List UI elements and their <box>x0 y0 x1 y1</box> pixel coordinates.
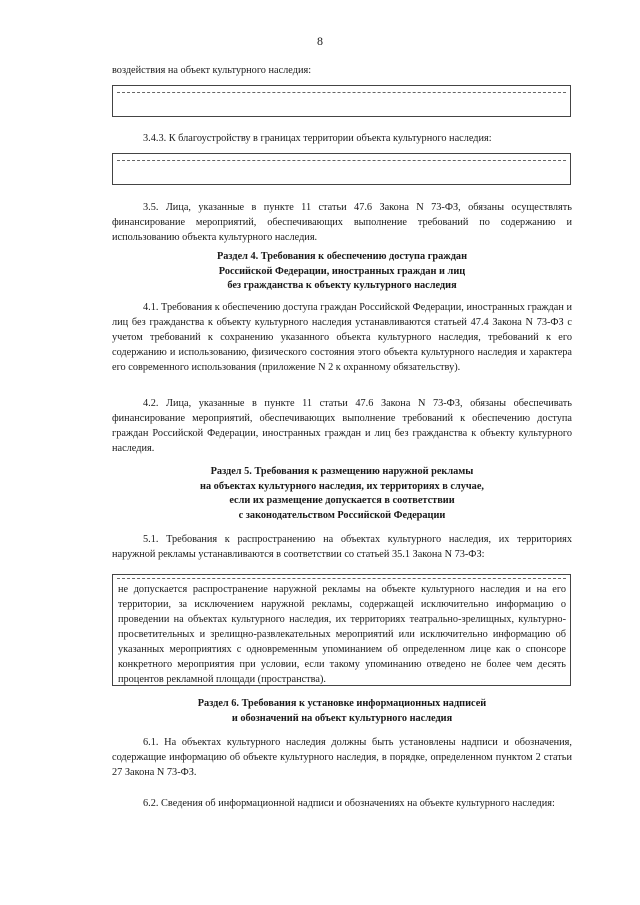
item-6-2: 6.2. Сведения об информационной надписи и обозначениях на объекте культурного наследия: <box>143 798 555 809</box>
section-heading-line: Раздел 5. Требования к размещению наружной рекламы <box>210 466 474 477</box>
section-heading-line: Российской Федерации, иностранных граждан и лиц <box>218 265 466 277</box>
section-heading-line: с законодательством Российской Федерации <box>238 509 446 521</box>
section-4-heading <box>112 250 572 294</box>
item-3-4-3: 3.4.3. К благоустройству в границах территории объекта культурного наследия: <box>143 133 492 144</box>
section-heading-line: если их размещение допускается в соответствии <box>229 495 455 506</box>
page-number: 8 <box>317 34 323 48</box>
dashed-rule <box>117 578 566 579</box>
section-6-heading <box>112 697 572 726</box>
item-4-2: 4.2. Лица, указанные в пункте 11 статьи 47.6 Закона N 73-ФЗ, обязаны обеспечивать финансирование мероприятий, обеспечивающих выполнение требований к обеспечению доступа граждан Российской Федерации, иностранных граждан и лиц без гражданства к объекту культурного наследия. <box>112 398 572 454</box>
advertising-restriction-text: не допускается распространение наружной рекламы на объекте культурного наследия и на его территории, за исключением наружной рекламы, содержащей исключительно информацию о проведении на объектах культурного наследия, их территориях театрально-зрелищных, культурно-просветительных и зрелищно-развлекательных мероприятий или исключительно информацию об указанных мероприятиях с одновременным упоминанием об определенном лице как о спонсоре конкретного мероприятия при условии, если такому упоминанию отведено не более чем десять процентов рекламной площади (пространства). <box>118 584 566 685</box>
item-4-1: 4.1. Требования к обеспечению доступа граждан Российской Федерации, иностранных граждан и лиц без гражданства к объекту культурного наследия устанавливаются статьей 47.4 Закона N 73-ФЗ с учетом требований к сохранению указанного объекта культурного наследия, требований к его содержанию и использованию, физического состояния этого объекта культурного наследия и характера его современного использования (приложение N 2 к охранному обязательству). <box>112 302 572 373</box>
item-3-5: 3.5. Лица, указанные в пункте 11 статьи 47.6 Закона N 73-ФЗ, обязаны осуществлять финансирование мероприятий, обеспечивающих выполнение требований по содержанию и использованию объекта культурного наследия. <box>112 202 572 243</box>
item-6-1: 6.1. На объектах культурного наследия должны быть установлены надписи и обозначения, содержащие информацию об объекте культурного наследия, в порядке, определенном пунктом 2 статьи 27 Закона N 73-ФЗ. <box>112 737 572 778</box>
empty-field-box-1 <box>112 85 571 117</box>
item-5-1: 5.1. Требования к распространению на объектах культурного наследия, их территориях наружной рекламы устанавливаются в соответствии со статьей 35.1 Закона N 73-ФЗ: <box>112 534 572 560</box>
dashed-rule <box>117 92 566 93</box>
section-heading-line: на объектах культурного наследия, их территориях в случае, <box>200 480 484 492</box>
advertising-restriction-box <box>112 574 571 686</box>
dashed-rule <box>117 160 566 161</box>
empty-field-box-2 <box>112 153 571 185</box>
section-5-heading <box>112 465 572 523</box>
section-heading-line: без гражданства к объекту культурного наследия <box>227 280 457 291</box>
section-heading-line: Раздел 6. Требования к установке информационных надписей <box>197 698 487 709</box>
intro-line: воздействия на объект культурного наследия: <box>112 65 312 76</box>
section-heading-line: Раздел 4. Требования к обеспечению доступа граждан <box>216 251 468 262</box>
section-heading-line: и обозначений на объект культурного наследия <box>231 712 453 724</box>
